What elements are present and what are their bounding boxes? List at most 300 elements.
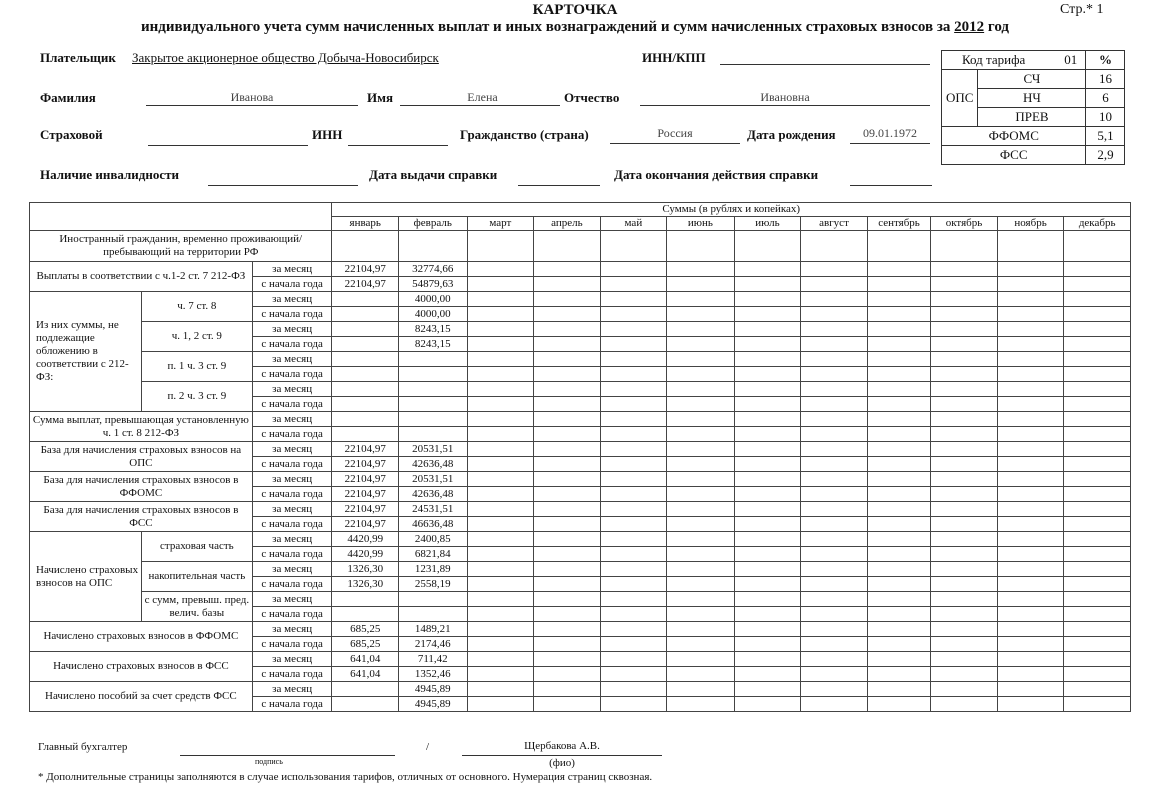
- period-label: с начала года: [252, 367, 332, 382]
- base-ffoms-label: База для начисления страховых взносов в ФФОМС: [30, 472, 253, 502]
- value-cell: [1064, 547, 1131, 562]
- value-cell: [467, 367, 534, 382]
- value-cell: [867, 427, 931, 442]
- base-ops-label: База для начисления страховых взносов на ОПС: [30, 442, 253, 472]
- value-cell: [1064, 472, 1131, 487]
- value-cell: [734, 352, 801, 367]
- value-cell: [997, 367, 1064, 382]
- value-cell: [1064, 382, 1131, 397]
- month-header: ноябрь: [997, 217, 1064, 231]
- value-cell: [997, 532, 1064, 547]
- value-cell: [667, 307, 735, 322]
- value-cell: [399, 427, 468, 442]
- value-cell: [667, 412, 735, 427]
- value-cell: [600, 427, 667, 442]
- value-cell: 22104,97: [332, 472, 399, 487]
- value-cell: [467, 397, 534, 412]
- value-cell: [600, 231, 667, 262]
- value-cell: 24531,51: [399, 502, 468, 517]
- value-cell: [801, 292, 868, 307]
- value-cell: [931, 637, 998, 652]
- citizenship-line: [610, 143, 740, 144]
- value-cell: [734, 442, 801, 457]
- value-cell: [997, 652, 1064, 667]
- table-row: [30, 231, 1131, 262]
- accrued-ops-label: Начислено страховых взносов на ОПС: [30, 532, 142, 622]
- value-cell: [467, 382, 534, 397]
- value-cell: [667, 231, 735, 262]
- value-cell: [931, 532, 998, 547]
- value-cell: [399, 231, 468, 262]
- value-cell: [931, 412, 998, 427]
- citizenship-label: Гражданство (страна): [460, 127, 589, 142]
- value-cell: [534, 652, 601, 667]
- value-cell: [867, 307, 931, 322]
- value-cell: [997, 577, 1064, 592]
- month-header: декабрь: [1064, 217, 1131, 231]
- value-cell: [931, 607, 998, 622]
- value-cell: [534, 577, 601, 592]
- value-cell: [734, 277, 801, 292]
- table-row: [30, 262, 1131, 277]
- value-cell: [534, 382, 601, 397]
- value-cell: [931, 397, 998, 412]
- value-cell: [801, 577, 868, 592]
- value-cell: [667, 682, 735, 697]
- value-cell: [1064, 367, 1131, 382]
- name-line: [400, 105, 560, 106]
- value-cell: [667, 562, 735, 577]
- value-cell: [867, 577, 931, 592]
- value-cell: [332, 231, 399, 262]
- value-cell: [667, 502, 735, 517]
- exempt-sub-label: ч. 7 ст. 8: [141, 292, 252, 322]
- value-cell: [801, 412, 868, 427]
- accrued-fss-label: Начислено страховых взносов в ФСС: [30, 652, 253, 682]
- value-cell: 4945,89: [399, 682, 468, 697]
- fio-caption: (фио): [549, 757, 575, 769]
- value-cell: [734, 382, 801, 397]
- value-cell: [667, 607, 735, 622]
- value-cell: [1064, 592, 1131, 607]
- value-cell: [801, 457, 868, 472]
- value-cell: [997, 607, 1064, 622]
- value-cell: [801, 487, 868, 502]
- value-cell: [1064, 487, 1131, 502]
- value-cell: [734, 697, 801, 712]
- value-cell: [801, 231, 868, 262]
- cert-issue-label: Дата выдачи справки: [369, 167, 498, 182]
- value-cell: [332, 292, 399, 307]
- accountant-label: Главный бухгалтер: [38, 741, 128, 753]
- value-cell: [867, 397, 931, 412]
- value-cell: [801, 532, 868, 547]
- accrued-ops-sub-label: накопительная часть: [141, 562, 252, 592]
- tariff-prev-value: 10: [1086, 108, 1125, 127]
- value-cell: [867, 382, 931, 397]
- value-cell: [931, 562, 998, 577]
- period-label: за месяц: [252, 262, 332, 277]
- insurance-line: [148, 145, 308, 146]
- value-cell: [867, 457, 931, 472]
- value-cell: 22104,97: [332, 457, 399, 472]
- value-cell: [667, 652, 735, 667]
- value-cell: [997, 667, 1064, 682]
- value-cell: [997, 682, 1064, 697]
- value-cell: [931, 592, 998, 607]
- value-cell: [534, 592, 601, 607]
- value-cell: 641,04: [332, 652, 399, 667]
- value-cell: [867, 472, 931, 487]
- value-cell: [534, 457, 601, 472]
- value-cell: [467, 682, 534, 697]
- value-cell: [467, 412, 534, 427]
- value-cell: [801, 607, 868, 622]
- period-label: с начала года: [252, 487, 332, 502]
- value-cell: [997, 457, 1064, 472]
- accrued-ops-sub-label: с сумм, превыш. пред. велич. базы: [141, 592, 252, 622]
- birthdate-label: Дата рождения: [747, 127, 836, 142]
- period-label: за месяц: [252, 382, 332, 397]
- period-label: с начала года: [252, 547, 332, 562]
- value-cell: [600, 487, 667, 502]
- period-label: с начала года: [252, 427, 332, 442]
- table-row: [30, 682, 1131, 697]
- value-cell: [600, 307, 667, 322]
- value-cell: [1064, 231, 1131, 262]
- value-cell: [1064, 277, 1131, 292]
- value-cell: [801, 637, 868, 652]
- value-cell: [534, 307, 601, 322]
- accrued-ffoms-label: Начислено страховых взносов в ФФОМС: [30, 622, 253, 652]
- value-cell: [867, 352, 931, 367]
- value-cell: 22104,97: [332, 442, 399, 457]
- value-cell: [997, 352, 1064, 367]
- period-label: за месяц: [252, 472, 332, 487]
- value-cell: [467, 231, 534, 262]
- value-cell: [801, 397, 868, 412]
- table-row: [30, 592, 1131, 607]
- value-cell: [931, 682, 998, 697]
- value-cell: [801, 262, 868, 277]
- month-header: сентябрь: [867, 217, 931, 231]
- value-cell: 22104,97: [332, 502, 399, 517]
- value-cell: [534, 262, 601, 277]
- tariff-prev-label: ПРЕВ: [978, 108, 1086, 127]
- value-cell: [734, 412, 801, 427]
- period-label: с начала года: [252, 577, 332, 592]
- value-cell: [867, 292, 931, 307]
- value-cell: 42636,48: [399, 457, 468, 472]
- value-cell: [867, 652, 931, 667]
- value-cell: [1064, 682, 1131, 697]
- value-cell: [734, 457, 801, 472]
- value-cell: [332, 367, 399, 382]
- table-row: [30, 292, 1131, 307]
- value-cell: [867, 592, 931, 607]
- value-cell: [931, 577, 998, 592]
- surname-value: Иванова: [230, 90, 274, 104]
- value-cell: 22104,97: [332, 262, 399, 277]
- value-cell: [867, 622, 931, 637]
- value-cell: [1064, 337, 1131, 352]
- value-cell: [667, 622, 735, 637]
- value-cell: [600, 652, 667, 667]
- value-cell: [734, 562, 801, 577]
- value-cell: 1326,30: [332, 577, 399, 592]
- value-cell: 1231,89: [399, 562, 468, 577]
- value-cell: [600, 667, 667, 682]
- value-cell: [931, 427, 998, 442]
- value-cell: [734, 652, 801, 667]
- value-cell: [399, 352, 468, 367]
- value-cell: [931, 292, 998, 307]
- value-cell: [997, 547, 1064, 562]
- period-label: за месяц: [252, 502, 332, 517]
- value-cell: [867, 262, 931, 277]
- value-cell: [534, 532, 601, 547]
- value-cell: [997, 622, 1064, 637]
- value-cell: [667, 697, 735, 712]
- value-cell: [801, 517, 868, 532]
- value-cell: [534, 397, 601, 412]
- value-cell: [600, 697, 667, 712]
- accounting-table: [29, 202, 1131, 712]
- value-cell: [801, 562, 868, 577]
- value-cell: 4420,99: [332, 547, 399, 562]
- value-cell: [534, 697, 601, 712]
- value-cell: 1352,46: [399, 667, 468, 682]
- value-cell: [467, 517, 534, 532]
- value-cell: [399, 607, 468, 622]
- value-cell: [534, 292, 601, 307]
- cert-end-line: [850, 185, 932, 186]
- value-cell: [867, 412, 931, 427]
- value-cell: [667, 352, 735, 367]
- period-label: за месяц: [252, 412, 332, 427]
- value-cell: [734, 517, 801, 532]
- tariff-fss-label: ФСС: [942, 146, 1086, 165]
- value-cell: [332, 427, 399, 442]
- value-cell: [734, 682, 801, 697]
- value-cell: [997, 517, 1064, 532]
- value-cell: [931, 352, 998, 367]
- table-row: [30, 352, 1131, 367]
- report-year: 2012: [954, 19, 985, 35]
- value-cell: [734, 547, 801, 562]
- value-cell: [931, 667, 998, 682]
- value-cell: [1064, 262, 1131, 277]
- value-cell: 6821,84: [399, 547, 468, 562]
- value-cell: [467, 697, 534, 712]
- value-cell: [867, 547, 931, 562]
- value-cell: [332, 412, 399, 427]
- value-cell: [867, 697, 931, 712]
- value-cell: [534, 622, 601, 637]
- value-cell: [997, 412, 1064, 427]
- value-cell: [600, 472, 667, 487]
- value-cell: [467, 667, 534, 682]
- base-fss-label: База для начисления страховых взносов в ФСС: [30, 502, 253, 532]
- period-label: за месяц: [252, 532, 332, 547]
- value-cell: [467, 532, 534, 547]
- value-cell: [997, 697, 1064, 712]
- patronymic-value: Ивановна: [760, 90, 810, 104]
- slash-separator: /: [426, 741, 430, 753]
- value-cell: [931, 277, 998, 292]
- value-cell: [600, 397, 667, 412]
- value-cell: [600, 382, 667, 397]
- value-cell: [667, 667, 735, 682]
- value-cell: [332, 397, 399, 412]
- value-cell: [867, 532, 931, 547]
- value-cell: 1489,21: [399, 622, 468, 637]
- period-label: с начала года: [252, 307, 332, 322]
- value-cell: [534, 502, 601, 517]
- tariff-code-label: Код тарифа: [942, 51, 1056, 70]
- value-cell: [1064, 412, 1131, 427]
- value-cell: [997, 562, 1064, 577]
- value-cell: [931, 442, 998, 457]
- value-cell: [1064, 667, 1131, 682]
- benefits-label: Начислено пособий за счет средств ФСС: [30, 682, 253, 712]
- value-cell: [734, 502, 801, 517]
- period-label: за месяц: [252, 622, 332, 637]
- signature-caption: подпись: [255, 757, 283, 766]
- name-value: Елена: [467, 90, 498, 104]
- value-cell: 22104,97: [332, 487, 399, 502]
- period-label: за месяц: [252, 562, 332, 577]
- value-cell: [467, 472, 534, 487]
- value-cell: [467, 292, 534, 307]
- value-cell: [1064, 322, 1131, 337]
- value-cell: [534, 637, 601, 652]
- value-cell: [600, 352, 667, 367]
- value-cell: [467, 562, 534, 577]
- value-cell: [600, 682, 667, 697]
- value-cell: [867, 367, 931, 382]
- value-cell: [997, 277, 1064, 292]
- value-cell: [997, 307, 1064, 322]
- value-cell: [931, 337, 998, 352]
- cert-end-label: Дата окончания действия справки: [614, 167, 819, 182]
- month-header: апрель: [534, 217, 601, 231]
- value-cell: 711,42: [399, 652, 468, 667]
- value-cell: [867, 322, 931, 337]
- value-cell: [534, 547, 601, 562]
- month-header: март: [467, 217, 534, 231]
- value-cell: [600, 262, 667, 277]
- value-cell: [734, 607, 801, 622]
- value-cell: [1064, 502, 1131, 517]
- value-cell: 1326,30: [332, 562, 399, 577]
- value-cell: [667, 442, 735, 457]
- value-cell: [1064, 442, 1131, 457]
- value-cell: [1064, 607, 1131, 622]
- value-cell: [1064, 427, 1131, 442]
- value-cell: [600, 592, 667, 607]
- value-cell: [867, 442, 931, 457]
- period-label: за месяц: [252, 592, 332, 607]
- disability-line: [208, 185, 358, 186]
- period-label: за месяц: [252, 322, 332, 337]
- payer-label: Плательщик: [40, 50, 116, 65]
- value-cell: [600, 577, 667, 592]
- value-cell: [997, 637, 1064, 652]
- fio-line: [462, 755, 662, 756]
- disability-label: Наличие инвалидности: [40, 167, 179, 182]
- value-cell: [467, 307, 534, 322]
- value-cell: [734, 532, 801, 547]
- value-cell: [534, 442, 601, 457]
- value-cell: [997, 442, 1064, 457]
- period-label: с начала года: [252, 607, 332, 622]
- value-cell: [600, 517, 667, 532]
- value-cell: [867, 487, 931, 502]
- value-cell: [801, 682, 868, 697]
- value-cell: [734, 292, 801, 307]
- exempt-sub-label: ч. 1, 2 ст. 9: [141, 322, 252, 352]
- value-cell: [734, 637, 801, 652]
- value-cell: [467, 337, 534, 352]
- inn-kpp-label: ИНН/КПП: [642, 50, 706, 65]
- value-cell: [534, 277, 601, 292]
- value-cell: [734, 262, 801, 277]
- value-cell: [534, 427, 601, 442]
- tariff-nch-label: НЧ: [978, 89, 1086, 108]
- value-cell: [467, 262, 534, 277]
- value-cell: [600, 292, 667, 307]
- value-cell: [534, 472, 601, 487]
- value-cell: [997, 487, 1064, 502]
- value-cell: [734, 622, 801, 637]
- excess-label: Сумма выплат, превышающая установленную ч. 1 ст. 8 212-ФЗ: [30, 412, 253, 442]
- value-cell: [600, 532, 667, 547]
- value-cell: [534, 231, 601, 262]
- value-cell: [399, 367, 468, 382]
- value-cell: [997, 502, 1064, 517]
- table-row: [30, 322, 1131, 337]
- table-row: [30, 442, 1131, 457]
- value-cell: [867, 667, 931, 682]
- value-cell: 4000,00: [399, 307, 468, 322]
- value-cell: [667, 322, 735, 337]
- value-cell: [534, 352, 601, 367]
- value-cell: [1064, 697, 1131, 712]
- value-cell: [801, 697, 868, 712]
- value-cell: [931, 367, 998, 382]
- value-cell: [867, 562, 931, 577]
- value-cell: [867, 682, 931, 697]
- value-cell: [467, 622, 534, 637]
- value-cell: [1064, 307, 1131, 322]
- value-cell: [931, 502, 998, 517]
- value-cell: [801, 652, 868, 667]
- value-cell: [534, 487, 601, 502]
- value-cell: [332, 382, 399, 397]
- value-cell: [734, 592, 801, 607]
- patronymic-label: Отчество: [564, 90, 620, 105]
- value-cell: [801, 592, 868, 607]
- value-cell: [667, 487, 735, 502]
- period-label: с начала года: [252, 337, 332, 352]
- value-cell: [467, 652, 534, 667]
- value-cell: [801, 442, 868, 457]
- value-cell: [1064, 637, 1131, 652]
- table-row: [30, 412, 1131, 427]
- value-cell: [534, 517, 601, 532]
- value-cell: [801, 367, 868, 382]
